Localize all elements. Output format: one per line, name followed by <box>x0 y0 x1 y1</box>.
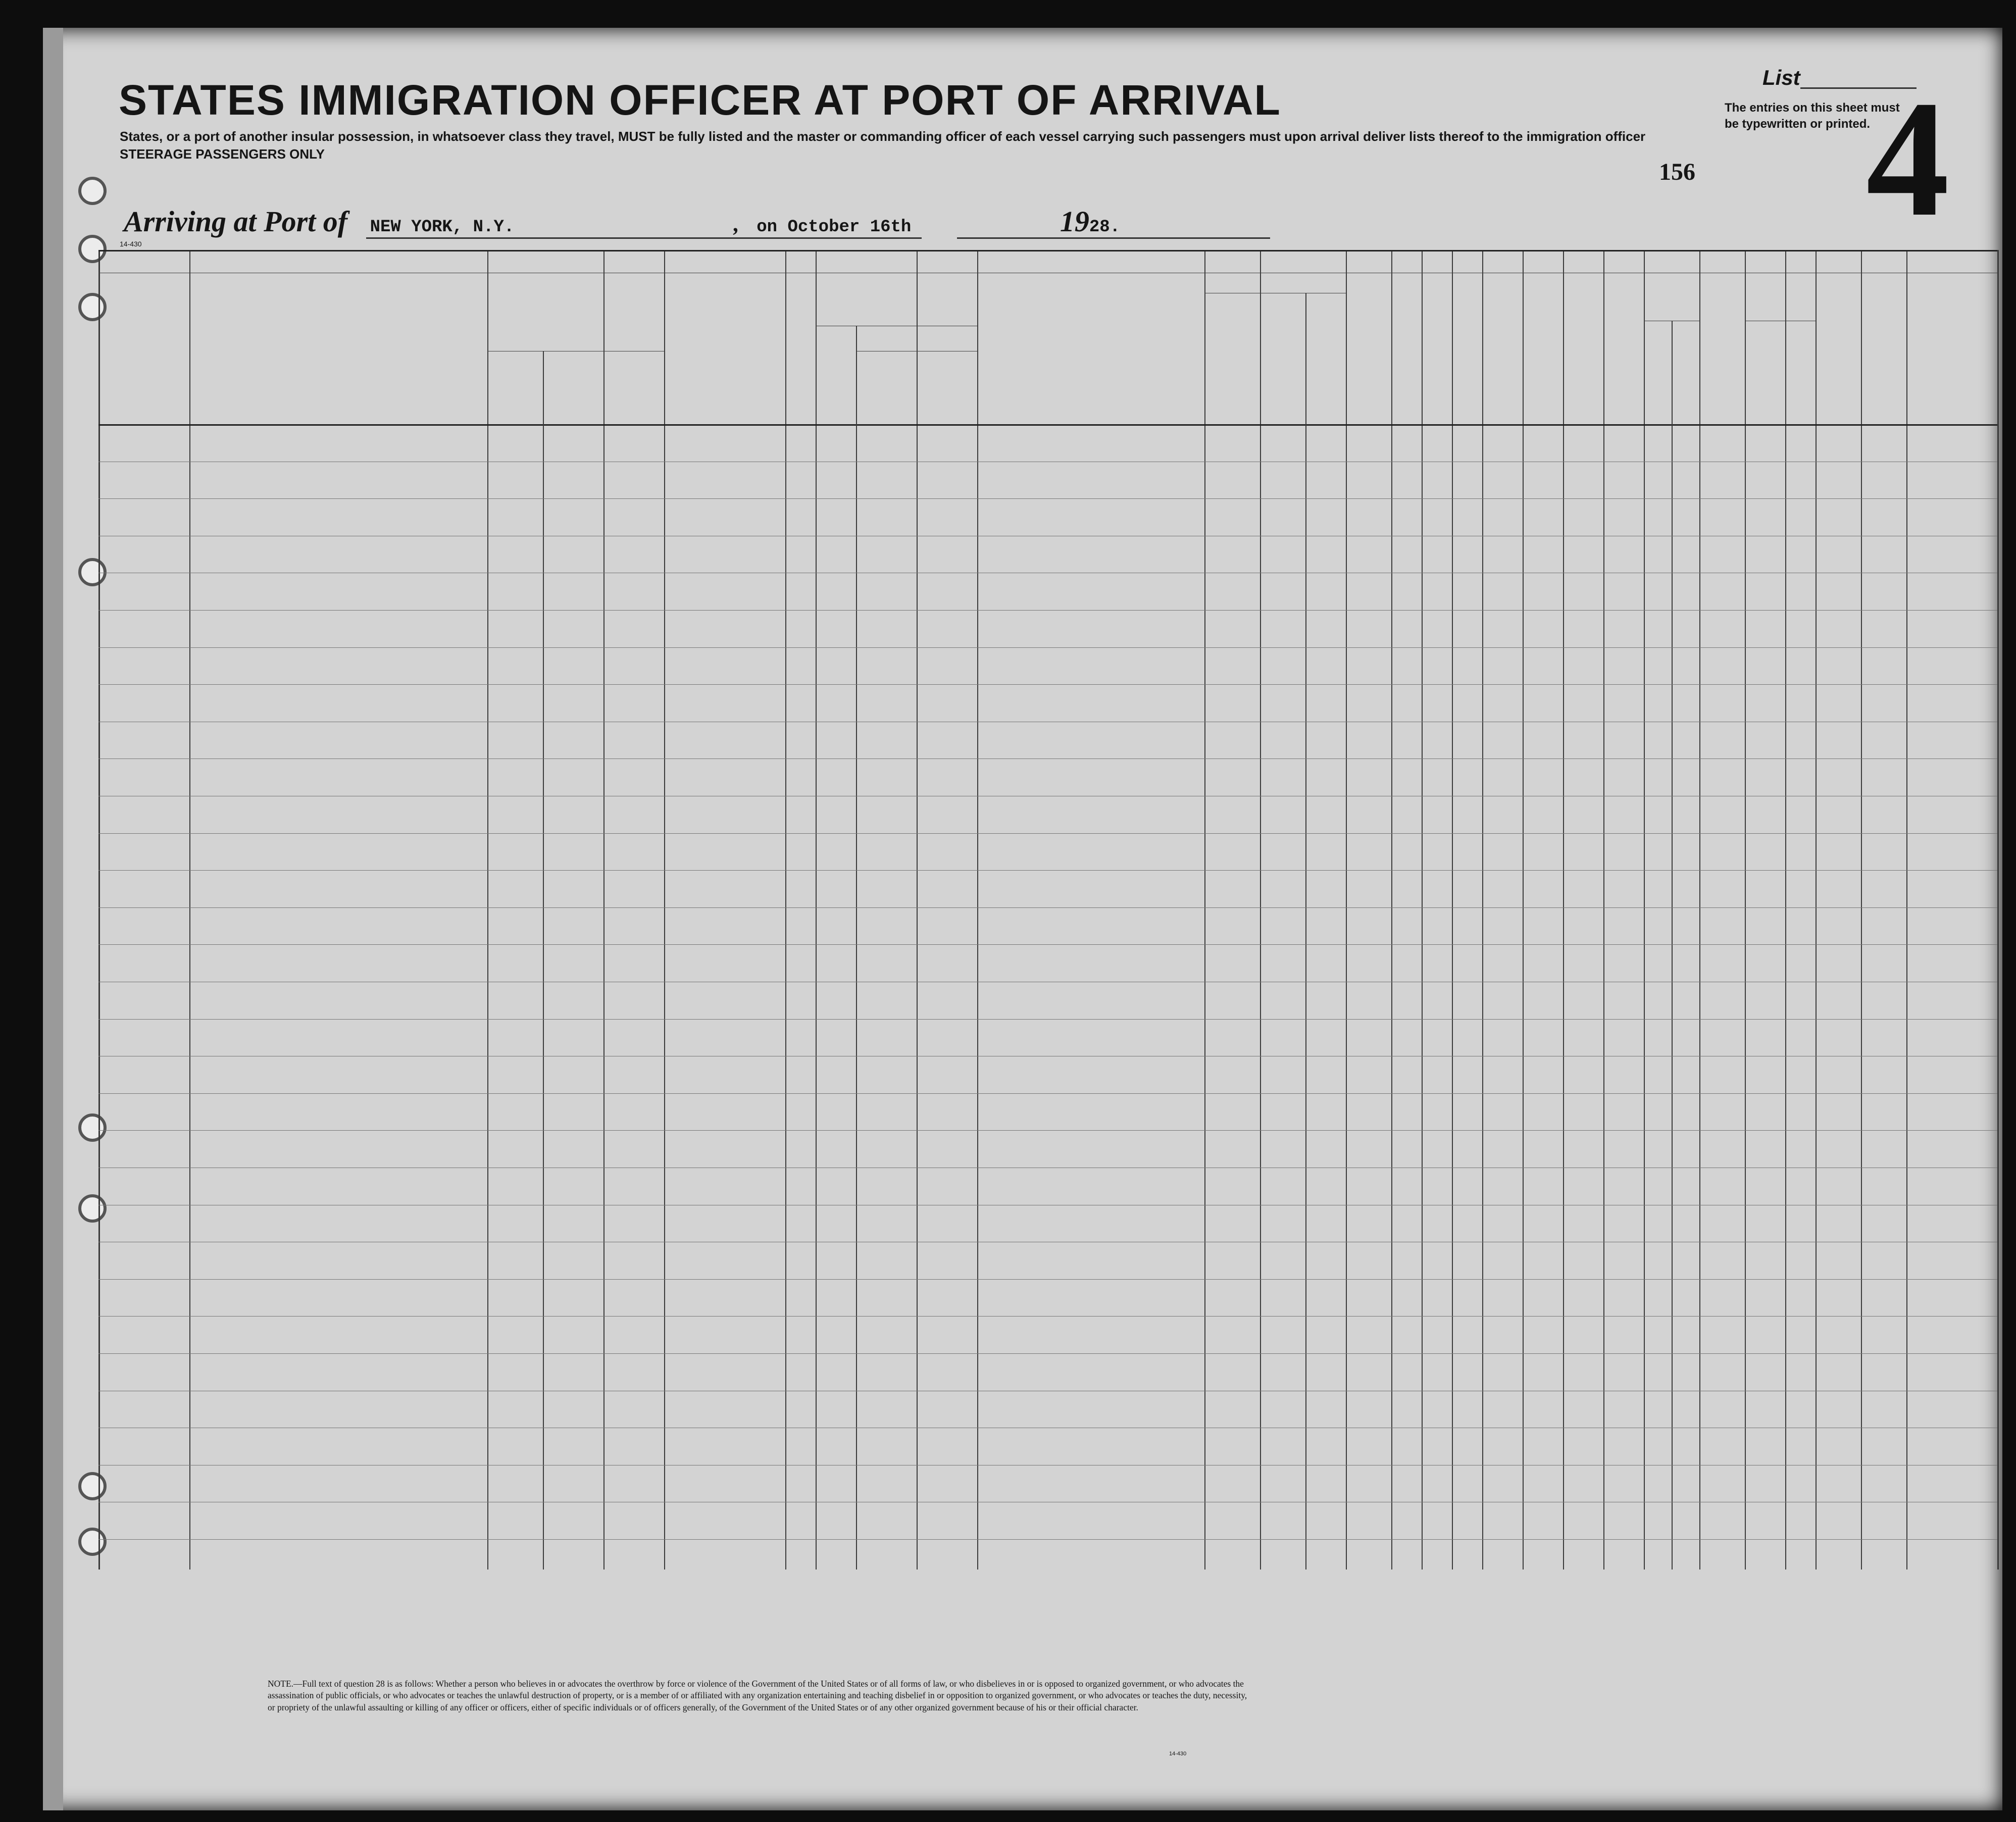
column-rule <box>1861 250 1862 1570</box>
column-rule <box>1906 250 1907 1570</box>
sub-rule <box>856 326 857 1570</box>
arrival-date: on October 16th <box>757 218 912 237</box>
header-bottom-rule <box>98 424 1997 426</box>
column-rule <box>487 250 488 1570</box>
manifest-table <box>98 250 1997 1573</box>
column-header <box>1818 280 1995 422</box>
page-title: STATES IMMIGRATION OFFICER AT PORT OF ARRIVAL <box>119 76 1281 124</box>
column-header <box>489 280 662 321</box>
typewritten-note: The entries on this sheet must <box>1725 101 1900 115</box>
row-rule <box>98 1316 1997 1317</box>
column-header-vertical <box>787 280 814 422</box>
column-rule <box>1785 250 1786 1570</box>
column-header <box>1646 280 1697 321</box>
manifest-sheet <box>43 28 2002 1810</box>
column-rule <box>98 250 100 1570</box>
column-header <box>100 275 187 422</box>
column-header <box>919 351 975 422</box>
header-top-rule <box>98 250 1997 251</box>
column-rule <box>785 250 786 1570</box>
column-header <box>1605 280 1642 422</box>
column-header <box>545 351 662 422</box>
column-header <box>818 278 975 326</box>
comma: , <box>733 212 739 236</box>
sub-rule <box>1305 293 1306 1570</box>
year-prefix: 19 <box>1060 205 1089 238</box>
column-header-vertical <box>1525 280 1561 422</box>
column-rule <box>1563 250 1564 1570</box>
column-header <box>489 351 541 422</box>
list-label: List <box>1762 66 1800 89</box>
column-header-vertical <box>1674 326 1697 422</box>
row-rule <box>98 870 1997 871</box>
port-name: NEW YORK, N.Y. <box>370 218 515 237</box>
binding-hole <box>78 177 107 205</box>
list-number: 4 <box>1866 67 1949 251</box>
column-header-vertical <box>1348 280 1389 422</box>
column-header-vertical <box>1262 294 1303 422</box>
typewritten-note: be typewritten or printed. <box>1725 117 1871 131</box>
column-rule <box>1523 250 1524 1570</box>
column-header <box>818 326 854 422</box>
footnote: NOTE.—Full text of question 28 is as follows: Whether a person who believes in or advocates the overthrow by force or violence of the Government of the United States or of all forms of law, or who disbelieves in or is opposed to organized government, or who advocates the assassination of public officials, or who advocates or teaches the unlawful destruction of property, or is a member of or affiliated with any organization entertaining and teaching disbelief in or opposition to organized government, or who advocates or teaches the duty, necessity, or propriety of the unlawful assaulting or killing of any officer or officers, either of specific individuals or of officers generally, of the Government of the United States or of any other organized government because of his or their official character. <box>268 1679 1247 1712</box>
sub-rule <box>1672 321 1673 1570</box>
row-rule <box>98 610 1997 611</box>
column-rule <box>1204 250 1205 1570</box>
column-header <box>858 326 975 351</box>
column-rule <box>1644 250 1645 1570</box>
row-rule <box>98 944 1997 945</box>
column-rule <box>1482 250 1483 1570</box>
column-header <box>1701 280 1743 422</box>
column-rule <box>1816 250 1817 1570</box>
column-rule <box>1699 250 1700 1570</box>
arrival-line <box>124 205 1120 238</box>
row-rule <box>98 1019 1997 1020</box>
column-rule <box>816 250 817 1570</box>
subtitle: States, or a port of another insular possession, in whatsoever class they travel, MUST be fully listed and the master or commanding officer of each vessel carrying such passengers must upon arrival deliver lists thereof to the immigration officer <box>120 129 1646 144</box>
column-header-vertical <box>1393 280 1420 422</box>
port-underline <box>366 237 922 239</box>
column-rule <box>1422 250 1423 1570</box>
column-rule <box>1603 250 1604 1570</box>
class-line: STEERAGE PASSENGERS ONLY <box>120 146 325 162</box>
row-rule <box>98 1093 1997 1094</box>
row-rule <box>98 684 1997 685</box>
row-rule <box>98 1130 1997 1131</box>
sheet-number-stamp: 156 <box>1659 159 1695 185</box>
column-rule <box>189 250 190 1570</box>
column-rule <box>1997 250 1999 1570</box>
column-header-vertical <box>1484 280 1521 422</box>
row-rule <box>98 1279 1997 1280</box>
column-header-vertical <box>1307 294 1344 422</box>
row-rule <box>98 758 1997 759</box>
column-rule <box>977 250 978 1570</box>
column-rule <box>1745 250 1746 1570</box>
column-header <box>858 351 915 422</box>
row-rule <box>98 498 1997 499</box>
column-header-vertical <box>1646 326 1670 422</box>
row-rule <box>98 907 1997 908</box>
row-rule <box>98 1539 1997 1540</box>
column-header <box>191 275 485 422</box>
column-rule <box>917 250 918 1570</box>
sub-rule <box>543 351 544 1570</box>
column-header <box>1747 280 1813 321</box>
column-header <box>1747 321 1783 422</box>
year-suffix: 28. <box>1089 218 1121 237</box>
column-rule <box>603 250 604 1570</box>
date-underline <box>957 237 1270 239</box>
column-header-vertical <box>666 280 692 422</box>
column-header <box>489 321 662 351</box>
column-header-vertical <box>1454 280 1480 422</box>
column-rule <box>1391 250 1392 1570</box>
column-header <box>1565 280 1601 422</box>
column-header <box>1206 278 1344 293</box>
row-rule <box>98 647 1997 648</box>
arriving-label: Arriving at Port of <box>124 205 348 238</box>
footnote-form-number: 14-430 <box>1169 1751 1187 1757</box>
column-rule <box>1260 250 1261 1570</box>
column-header-vertical <box>1206 294 1258 422</box>
column-header <box>696 280 783 331</box>
row-rule <box>98 1353 1997 1354</box>
column-header-vertical <box>1424 280 1450 422</box>
column-rule <box>1346 250 1347 1570</box>
column-header <box>1787 321 1813 422</box>
column-header <box>696 331 783 422</box>
row-rule <box>98 833 1997 834</box>
column-header <box>979 280 1202 422</box>
column-rule <box>664 250 665 1570</box>
form-number: 14-430 <box>120 240 142 248</box>
page-edge <box>43 28 63 1810</box>
column-rule <box>1452 250 1453 1570</box>
